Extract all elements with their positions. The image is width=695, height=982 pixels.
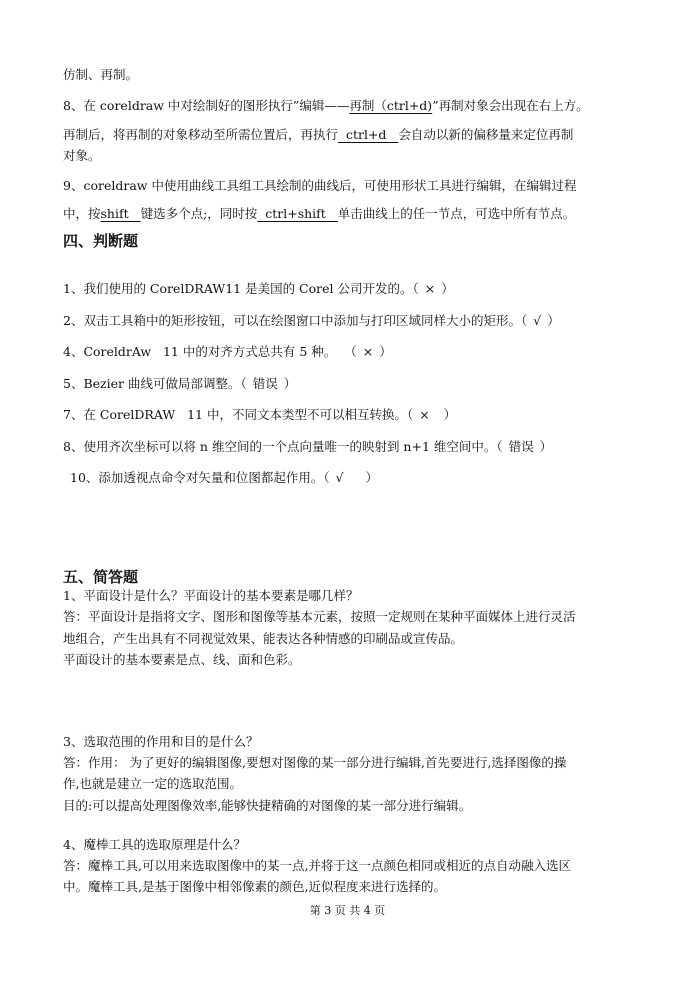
answer-mark: × xyxy=(424,281,436,296)
text-line: 对象。 xyxy=(63,148,101,163)
page-footer: 第 3 页 共 4 页 xyxy=(309,904,386,917)
judge-item xyxy=(63,343,392,361)
text: 单击曲线上的任一节点，可选中所有节点。 xyxy=(337,206,576,221)
paren: ） xyxy=(435,407,457,422)
answer-mark: √ xyxy=(335,470,344,485)
text-line: 仿制、再制。 xyxy=(63,67,139,82)
answer-mark: × xyxy=(419,407,430,422)
answer-text: 中。魔棒工具,是基于图像中相邻像素的颜色,近似程度来进行选择的。 xyxy=(63,879,446,894)
question-9-cont xyxy=(63,205,575,223)
section-heading: 四、判断题 xyxy=(63,232,139,250)
answer-text: 地组合，产生出具有不同视觉效果、能表达各种情感的印刷品或宣传品。 xyxy=(63,631,464,646)
answer-text: 目的:可以提高处理图像效率,能够快捷精确的对图像的某一部分进行编辑。 xyxy=(63,798,472,813)
answer-text: 作,也就是建立一定的选取范围。 xyxy=(63,776,242,791)
answer-blank: shift xyxy=(100,206,141,221)
paren: ） xyxy=(539,439,553,454)
judge-item xyxy=(63,280,454,298)
answer-mark: 错误 xyxy=(508,439,534,454)
paren: ） xyxy=(283,376,297,391)
judge-item xyxy=(63,375,296,393)
answer-blank: ctrl+d xyxy=(338,127,399,142)
question-9: 9、coreldraw 中使用曲线工具组工具绘制的曲线后，可使用形状工具进行编辑，在编辑过程 xyxy=(63,178,577,193)
question-text: 1、平面设计是什么？平面设计的基本要素是哪几样？ xyxy=(63,588,359,603)
judge-item xyxy=(70,469,378,487)
text: ”再制对象会出现在右上方。 xyxy=(432,98,589,113)
question-text: 1、我们使用的 CorelDRAW11 是美国的 Corel 公司开发的。（ xyxy=(63,281,419,296)
answer-blank: 再制（ctrl+d) xyxy=(349,98,433,113)
text: 8、在 coreldraw 中对绘制好的图形执行”编辑—— xyxy=(63,98,350,113)
answer-text: 答：平面设计是指将文字、图形和图像等基本元素，按照一定规则在某种平面媒体上进行灵活 xyxy=(63,609,576,624)
text: 会自动以新的偏移量来定位再制 xyxy=(398,127,574,142)
question-text: 10、添加透视点命令对矢量和位图都起作用。（ xyxy=(70,470,330,485)
question-text: 5、Bezier 曲线可做局部调整。（ xyxy=(63,376,247,391)
question-text: 2、双击工具箱中的矩形按钮，可以在绘图窗口中添加与打印区域同样大小的矩形。（ xyxy=(63,313,528,328)
text: 键选多个点;，同时按 xyxy=(140,206,258,221)
judge-item xyxy=(63,438,552,456)
text: 中，按 xyxy=(63,206,101,221)
judge-item xyxy=(63,406,456,424)
answer-blank: ctrl+shift xyxy=(257,206,338,221)
question-text: 7、在 CorelDRAW 11 中，不同文本类型不可以相互转换。（ xyxy=(63,407,414,422)
answer-text: 答：作用： 为了更好的编辑图像,要想对图像的某一部分进行编辑,首先要进行,选择图像的操 xyxy=(63,755,567,770)
answer-text: 答：魔棒工具,可以用来选取图像中的某一点,并将于这一点颜色相同或相近的点自动融入选区 xyxy=(63,858,571,873)
paren: ） xyxy=(379,344,392,359)
answer-text: 平面设计的基本要素是点、线、面和色彩。 xyxy=(63,652,301,667)
question-text: 3、选取范围的作用和目的是什么？ xyxy=(63,734,259,749)
judge-item xyxy=(63,312,560,330)
section-heading: 五、简答题 xyxy=(63,568,139,586)
answer-mark: √ xyxy=(533,313,542,328)
question-text: 8、使用齐次坐标可以将 n 维空间的一个点向量唯一的映射到 n+1 维空间中。（ xyxy=(63,439,503,454)
answer-mark: 错误 xyxy=(252,376,278,391)
text: 再制后，将再制的对象移动至所需位置后，再执行 xyxy=(63,127,339,142)
paren: ） xyxy=(349,470,379,485)
paren: ） xyxy=(547,313,560,328)
question-text: 4、魔棒工具的选取原理是什么？ xyxy=(63,837,246,852)
paren: ） xyxy=(441,281,454,296)
question-8-cont xyxy=(63,126,573,144)
question-text: 4、CoreldrAw 11 中的对齐方式总共有 5 种。 （ xyxy=(63,344,357,359)
question-8 xyxy=(63,97,589,115)
answer-mark: × xyxy=(362,344,374,359)
